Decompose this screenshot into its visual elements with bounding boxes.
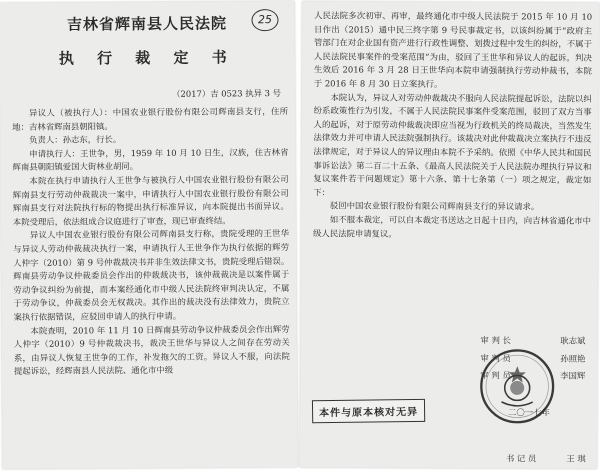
right-page bbox=[300, 1, 599, 469]
right-body bbox=[313, 9, 592, 242]
ruling-date: 二〇一七年 bbox=[508, 407, 550, 418]
signature-name: 耿志斌 bbox=[560, 335, 586, 346]
paragraph: 负责人：孙志东，行长。 bbox=[29, 134, 122, 146]
clerk-name: 王 琪 bbox=[566, 453, 586, 464]
signature-role: 审 判 员 bbox=[480, 370, 511, 381]
left-page bbox=[0, 1, 298, 469]
left-body bbox=[12, 105, 290, 379]
paragraph: 申请执行人：王世争，男，1959 年 10 月 10 日生，汉族，住吉林省辉南县朝阳镇爱国大街林业胡同。 bbox=[12, 146, 289, 173]
paragraph: 异议人中国农业银行股份有限公司辉南县支行称，贵院受理的王世华与异议人劳动仲裁裁决执行一案，申请执行人王世争作为执行依据的辉劳人仲字（2010）第 9 号仲裁裁决书并非生效法律文书，贵院受理后错误。辉南县劳动争议仲裁委员会作出的仲裁裁决书，该仲裁裁决是以案件属于劳动争议纠纷为前提，而本案经通化市中级人民法院终审判决认定，不属于劳动争议，仲裁委员会无权裁决。其作出的裁决没有法律效力，贵院立案执行依据错误，应驳回申请人的执行申请。 bbox=[13, 228, 290, 322]
case-number: （2017）吉 0523 执异 3 号 bbox=[172, 88, 282, 99]
signature-role: 审 判 长 bbox=[480, 335, 511, 346]
certified-copy-stamp: 本件与原本核对无异 bbox=[312, 399, 425, 423]
clerk-signature bbox=[506, 452, 586, 464]
paragraph: 本院查明，2010 年 11 月 10 日辉南县劳动争议仲裁委员会作出辉劳人仲字（2010）9 号仲裁裁决书，裁决王世华与异议人之间存在劳动关系，由异议人恢复王世争的工作，补发拖欠的工资。异议人不服，向法院提起诉讼，经辉南县人民法院、通化市中级 bbox=[13, 323, 290, 377]
doc-title: 执 行 裁 定 书 bbox=[58, 48, 236, 68]
paragraph: 如不服本裁定，可以自本裁定书送达之日起十日内，向吉林省通化市中级人民法院申请复议。 bbox=[312, 214, 592, 239]
paragraph: 异议人（被执行人）：中国农业银行股份有限公司辉南县支行，住所地：吉林省辉南县朝阳镇。 bbox=[12, 106, 289, 132]
signature-role: 审 判 员 bbox=[480, 352, 511, 363]
court-name: 吉林省辉南县人民法院 bbox=[66, 14, 228, 34]
paragraph: 本院认为，异议人对劳动仲裁裁决不服向人民法院提起诉讼，法院以纠纷系政策性行为引发，不属于人民法院民事案件受案范围，驳回了双方当事人的起诉，对于原劳动仲裁裁决即应当视为行政机关的终局裁决，当然发生法律效力并可申请人民法院强制执行。该裁决对此仲裁裁决立案执行不违反法律规定，对于异议人的异议理由本院不予采纳。依照《中华人民共和国民事诉讼法》第二百二十五条、《最高人民法院关于人民法院办理执行异议和复议案件若干问题规定》第十六条、第十七条第（一）项之规定，裁定如下： bbox=[313, 91, 592, 198]
clerk-role: 书 记 员 bbox=[505, 453, 537, 464]
signature-name: 李国辉 bbox=[560, 370, 586, 381]
handwritten-page-number: 25 bbox=[251, 9, 278, 31]
signature-name: 孙照艳 bbox=[560, 353, 586, 364]
paragraph: 人民法院多次初审、再审，最终通化市中级人民法院于 2015 年 10 月 10 日作出（2015）通中民三终字第 9 号民事裁定书，以该纠纷属于“政府主管部门在对企业国有资产进行行政性调整、划拨过程中发生的纠纷，不属于人民法院民事案件的受案范围”为由，驳回了王世华和异议人的起诉。判决生效后 2016 年 3 月 28 日王世华向本院申请强制执行劳动仲裁书，本院于 2016 年 8 月 30 日立案执行。 bbox=[313, 10, 593, 89]
paragraph: 驳回中国农业银行股份有限公司辉南县支行的异议请求。 bbox=[329, 200, 540, 212]
paragraph: 本院在执行申请执行人王世争与被执行人中国农业银行股份有限公司辉南县支行劳动仲裁裁决一案中，申请执行人中国农业银行股份有限公司辉南县支行对法院执行标的物提出执行标准异议，向本院提出书面异议。本院受理后，依法组成合议庭进行了审查，现已审查终结。 bbox=[12, 173, 289, 227]
